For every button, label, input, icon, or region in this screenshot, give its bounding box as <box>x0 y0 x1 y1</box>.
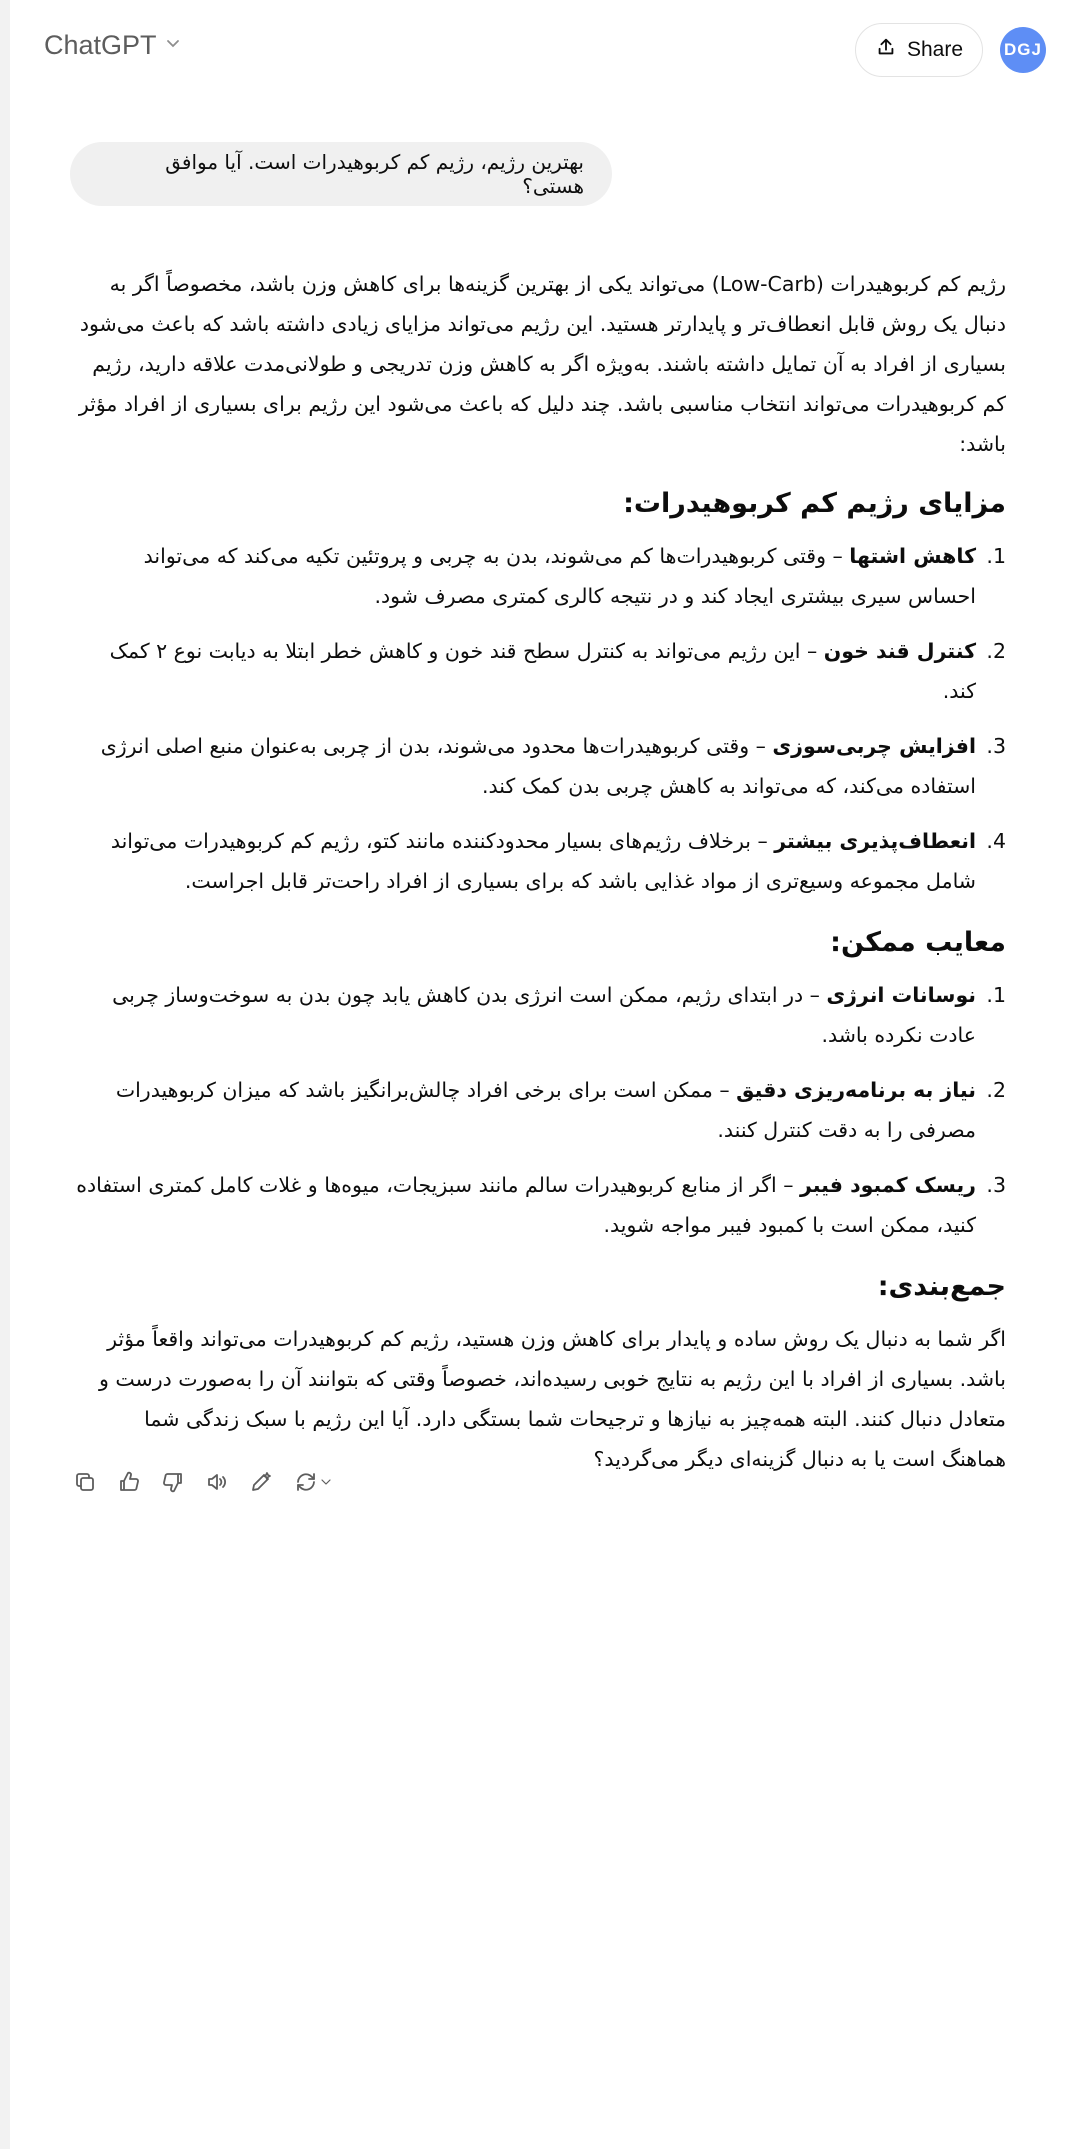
app-title: ChatGPT <box>44 30 157 60</box>
benefits-heading: مزایای رژیم کم کربوهیدرات: <box>623 488 1006 519</box>
list-number: 4. <box>986 829 1006 853</box>
list-item-text: – در ابتدای رژیم، ممکن است انرژی بدن کاهش یابد چون بدن به سوخت‌وساز چربی عادت نکرده باشد. <box>112 983 976 1047</box>
list-item-title: افزایش چربی‌سوزی <box>772 734 976 758</box>
share-icon <box>875 36 897 64</box>
message-actions <box>70 1464 338 1500</box>
share-button[interactable] <box>855 23 983 77</box>
list-item-title: کنترل قند خون <box>823 639 976 663</box>
list-item-text: – این رژیم می‌تواند به کنترل سطح قند خون و کاهش خطر ابتلا به دیابت نوع ۲ کمک کند. <box>109 639 976 703</box>
list-number: 2. <box>986 1078 1006 1102</box>
drawbacks-heading: معایب ممکن: <box>830 927 1006 958</box>
share-label: Share <box>906 38 964 61</box>
list-item-title: ریسک کمبود فیبر <box>800 1173 976 1197</box>
regenerate-icon[interactable] <box>290 1467 338 1497</box>
list-item <box>76 821 1006 901</box>
avatar[interactable]: DGJ <box>1000 27 1046 73</box>
list-item-title: کاهش اشتها <box>849 544 976 568</box>
list-item-title: انعطاف‌پذیری بیشتر <box>774 829 976 853</box>
intro-paragraph: رژیم کم کربوهیدرات (Low-Carb) می‌تواند یکی از بهترین گزینه‌ها برای کاهش وزن باشد، مخصوصاً اگر به دنبال یک روش قابل انعطاف‌تر و پایدارتر هستید. این رژیم می‌تواند مزایای زیادی داشته باشد که باعث می‌شود بسیاری از افراد به آن تمایل داشته باشند. به‌ویژه اگر به کاهش وزن تدریجی و طولانی‌مدت علاقه دارید، رژیم کم کربوهیدرات می‌تواند انتخاب مناسبی باشد. چند دلیل که باعث می‌شود این رژیم برای بسیاری از افراد مؤثر باشد: <box>78 272 1006 456</box>
list-item-text: – ممکن است برای برخی افراد چالش‌برانگیز باشد که میزان کربوهیدرات مصرفی را به دقت کنترل کنند. <box>115 1078 976 1142</box>
list-item-title: نوسانات انرژی <box>826 983 976 1007</box>
thumbs-up-icon[interactable] <box>114 1467 144 1497</box>
thumbs-down-icon[interactable] <box>158 1467 188 1497</box>
list-number: 1. <box>986 544 1006 568</box>
chevron-down-icon <box>165 35 181 56</box>
list-item <box>76 1165 1006 1245</box>
sidebar-edge <box>0 0 10 2149</box>
read-aloud-icon[interactable] <box>202 1467 232 1497</box>
list-item-title: نیاز به برنامه‌ریزی دقیق <box>736 1078 976 1102</box>
summary-heading: جمع‌بندی: <box>877 1271 1006 1302</box>
list-item <box>76 975 1006 1055</box>
drawbacks-list <box>76 975 1006 1245</box>
model-selector[interactable] <box>44 30 181 61</box>
list-item-text: – وقتی کربوهیدرات‌ها محدود می‌شوند، بدن از چربی به‌عنوان منبع اصلی انرژی استفاده می‌کند، که می‌تواند به کاهش چربی بدن کمک کند. <box>100 734 976 798</box>
list-number: 1. <box>986 983 1006 1007</box>
list-item <box>76 726 1006 806</box>
top-bar <box>10 0 1070 104</box>
list-item-text: – برخلاف رژیم‌های بسیار محدودکننده مانند کتو، رژیم کم کربوهیدرات می‌تواند شامل مجموعه وسیع‌تری از مواد غذایی باشد که برای بسیاری از افراد راحت‌تر قابل اجراست. <box>110 829 976 893</box>
list-item <box>76 536 1006 616</box>
list-item <box>76 631 1006 711</box>
copy-icon[interactable] <box>70 1467 100 1497</box>
summary-paragraph: اگر شما به دنبال یک روش ساده و پایدار برای کاهش وزن هستید، رژیم کم کربوهیدرات می‌تواند واقعاً مؤثر باشد. بسیاری از افراد با این رژیم به نتایج خوبی رسیده‌اند، خصوصاً وقتی که بتوانند آن را به‌صورت درست و متعادل دنبال کنند. البته همه‌چیز به نیازها و ترجیحات شما بستگی دارد. آیا این رژیم با سبک زندگی شما هماهنگ است یا به دنبال گزینه‌ای دیگر می‌گردید؟ <box>98 1327 1006 1471</box>
user-message: بهترین رژیم، رژیم کم کربوهیدرات است. آیا موافق هستی؟ <box>70 142 612 206</box>
list-item-text: – وقتی کربوهیدرات‌ها کم می‌شوند، بدن به چربی و پروتئین تکیه می‌کند که می‌تواند احساس سیری بیشتری ایجاد کند و در نتیجه کالری کمتری مصرف شود. <box>143 544 976 608</box>
chevron-down-icon <box>318 1474 334 1490</box>
list-number: 3. <box>986 1173 1006 1197</box>
assistant-message <box>76 264 1006 1479</box>
list-number: 3. <box>986 734 1006 758</box>
list-item-text: – اگر از منابع کربوهیدرات سالم مانند سبزیجات، میوه‌ها و غلات کامل کمتری استفاده کنید، ممکن است با کمبود فیبر مواجه شوید. <box>76 1173 976 1237</box>
edit-icon[interactable] <box>246 1467 276 1497</box>
list-number: 2. <box>986 639 1006 663</box>
benefits-list <box>76 536 1006 901</box>
list-item <box>76 1070 1006 1150</box>
